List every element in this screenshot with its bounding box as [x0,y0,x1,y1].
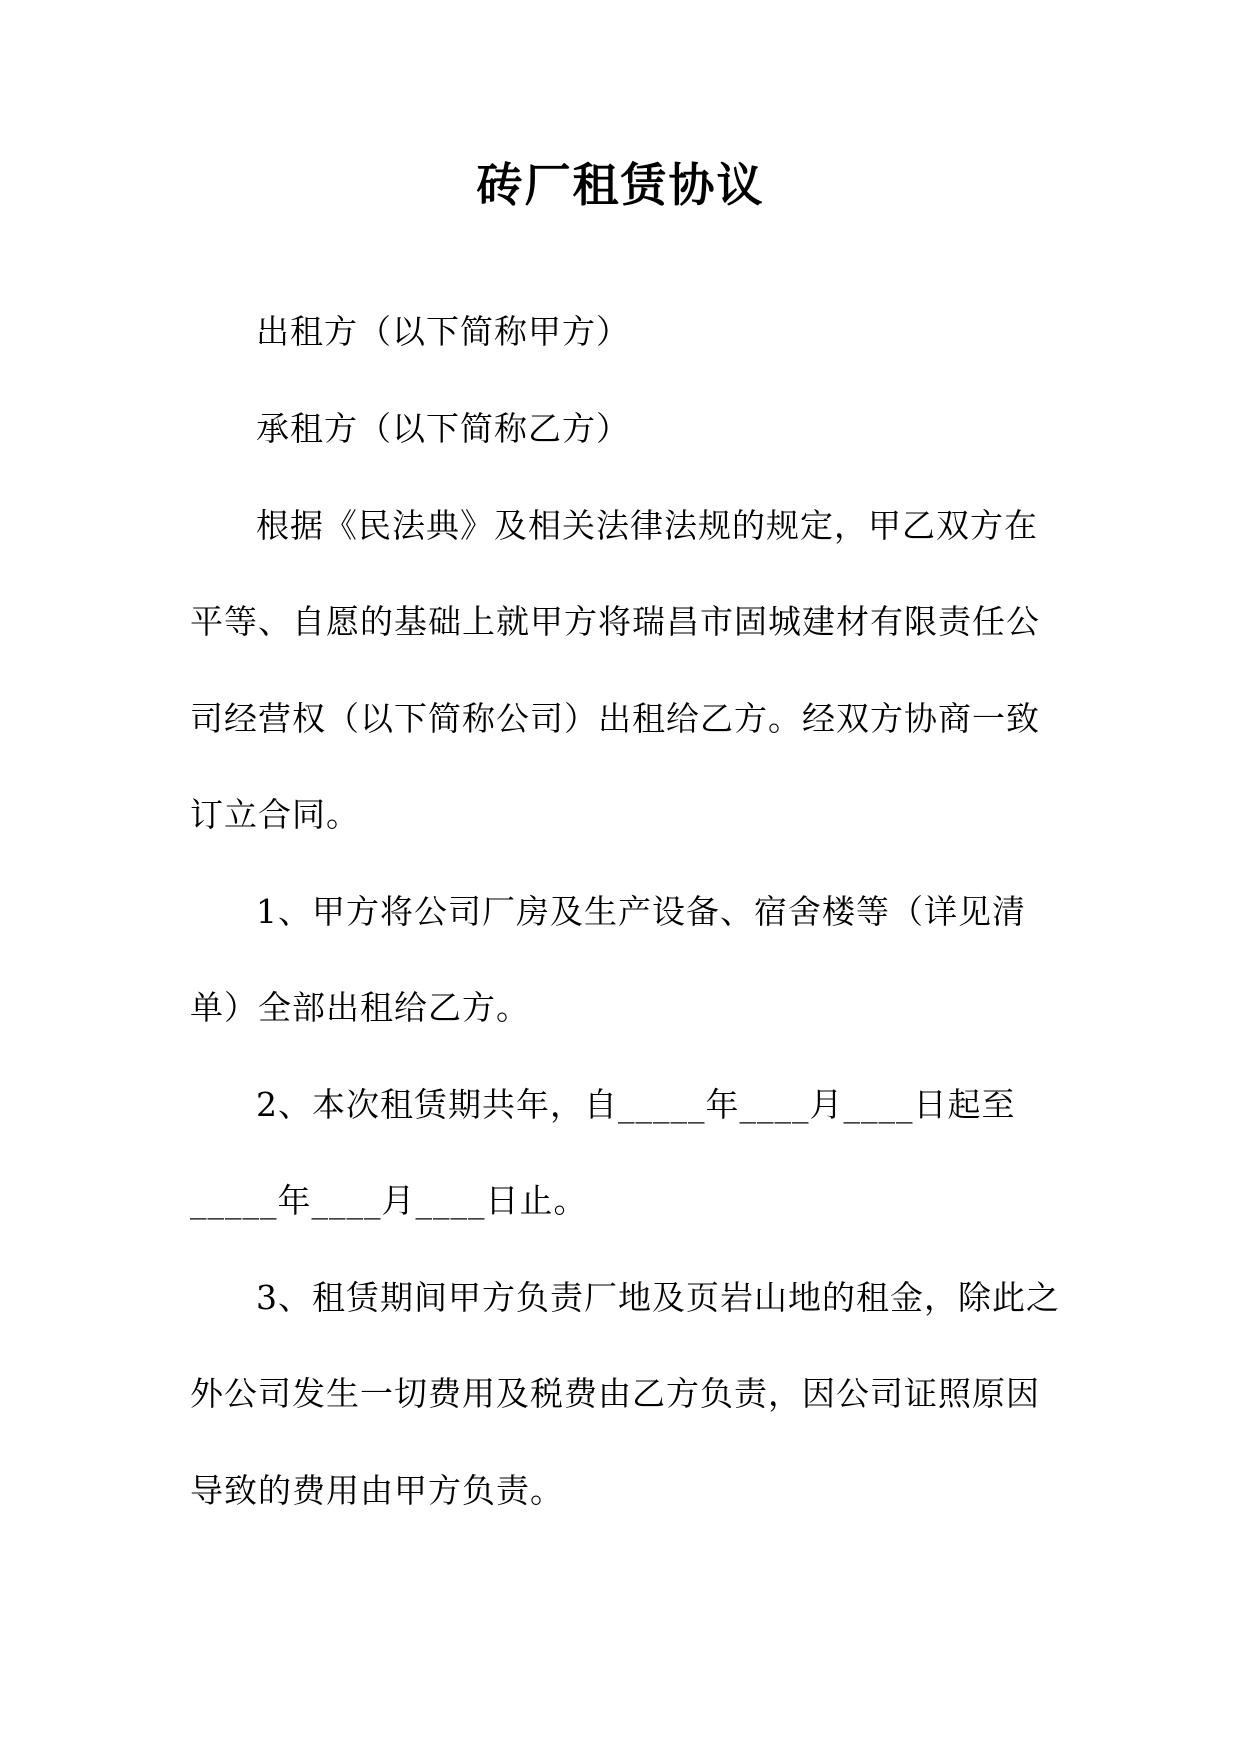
lessee-line: 承租方（以下简称乙方） [256,409,630,448]
clause-2-line: _____年____月____日止。 [190,1181,588,1220]
lessor-line: 出租方（以下简称甲方） [256,312,630,351]
document-title: 砖厂租赁协议 [476,158,765,212]
clause-1-line: 单）全部出租给乙方。 [190,988,530,1027]
paragraph-line: 根据《民法典》及相关法律法规的规定，甲乙双方在 [256,506,1038,545]
clause-3-line: 3、租赁期间甲方负责厂地及页岩山地的租金，除此之 [256,1278,1060,1317]
clause-1-line: 1、甲方将公司厂房及生产设备、宿舍楼等（详见清 [256,892,1026,931]
clause-3-line: 导致的费用由甲方负责。 [190,1471,564,1510]
paragraph-line: 订立合同。 [190,795,360,834]
clause-3-line: 外公司发生一切费用及税费由乙方负责，因公司证照原因 [190,1374,1040,1413]
paragraph-line: 平等、自愿的基础上就甲方将瑞昌市固城建材有限责任公 [190,602,1040,641]
clause-2-line: 2、本次租赁期共年，自_____年____月____日起至 [256,1085,1016,1124]
paragraph-line: 司经营权（以下简称公司）出租给乙方。经双方协商一致 [190,699,1040,738]
